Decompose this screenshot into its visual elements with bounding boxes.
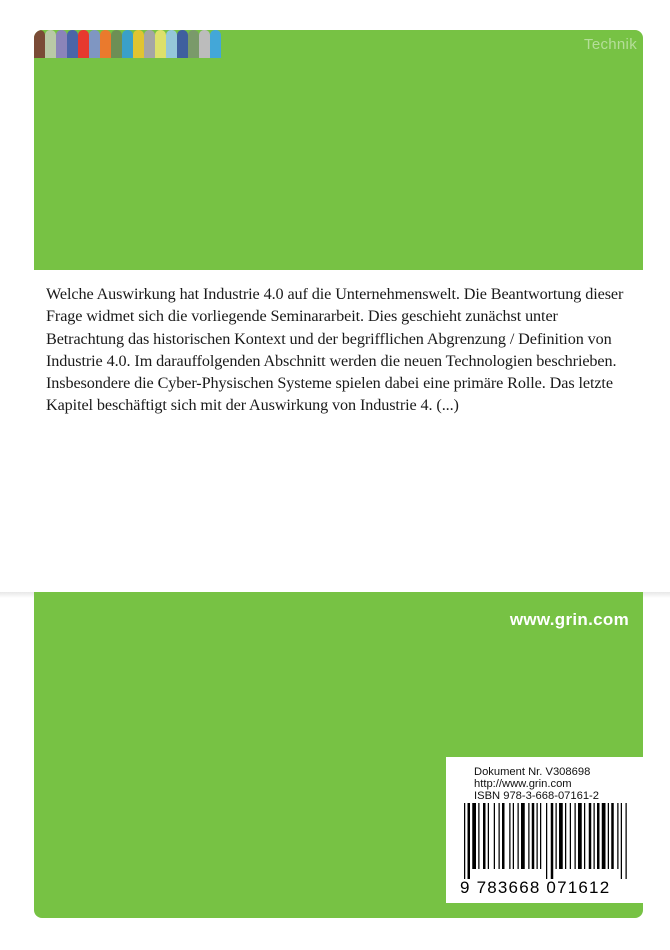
barcode-bar	[578, 803, 582, 869]
barcode-bar	[528, 803, 529, 869]
color-stripe	[111, 30, 122, 58]
barcode-bar	[551, 803, 554, 879]
barcode-bar	[499, 803, 500, 869]
barcode-bar	[621, 803, 622, 879]
barcode-bar	[589, 803, 592, 869]
barcode-bar	[559, 803, 563, 869]
barcode-bar	[464, 803, 465, 879]
barcode-bar	[521, 803, 525, 869]
barcode-bar	[556, 803, 557, 869]
color-stripe	[177, 30, 188, 58]
color-stripes	[34, 30, 221, 58]
barcode-bar	[584, 803, 585, 869]
color-stripe	[89, 30, 100, 58]
barcode-graphic	[458, 803, 634, 881]
barcode-bar	[565, 803, 566, 869]
barcode-bar	[468, 803, 471, 879]
publisher-website: www.grin.com	[509, 610, 629, 629]
category-label: Technik	[584, 36, 637, 53]
color-stripe	[210, 30, 221, 58]
barcode-bar	[494, 803, 495, 869]
barcode-bar	[518, 803, 519, 869]
barcode-bar	[509, 803, 510, 869]
barcode-bar	[537, 803, 538, 869]
color-stripe	[100, 30, 111, 58]
barcode-bar	[483, 803, 486, 869]
barcode-bar	[532, 803, 535, 869]
color-stripe	[133, 30, 144, 58]
barcode-bar	[488, 803, 489, 869]
document-number: Dokument Nr. V308698	[474, 766, 591, 778]
color-stripe	[45, 30, 56, 58]
barcode-bar	[472, 803, 476, 869]
barcode-bar	[546, 803, 547, 879]
barcode-bar	[602, 803, 606, 869]
barcode-bar	[502, 803, 505, 869]
color-stripe	[166, 30, 177, 58]
barcode-bar	[540, 803, 541, 869]
color-stripe	[144, 30, 155, 58]
barcode-bar	[608, 803, 609, 869]
barcode-bar	[611, 803, 614, 869]
blurb-text: Welche Auswirkung hat Industrie 4.0 auf die Unternehmenswelt. Die Beantwortung dieser Frage widmet sich die vorliegende Seminararbeit. Dies geschieht zunächst unter Betrachtung das historischen Kontext und der begrifflichen Abgrenzung / Definition von Industrie 4.0. Im darauffolgenden Abschnitt werden die neuen Technologien beschrieben. Insbesondere die Cyber-Physischen Systeme spielen dabei eine primäre Rolle. Das letzte Kapitel beschäftigt sich mit der Auswirkung von Industrie 4. (...)	[46, 285, 624, 415]
color-stripe	[188, 30, 199, 58]
color-stripe	[67, 30, 78, 58]
barcode-bar	[513, 803, 514, 869]
color-stripe	[122, 30, 133, 58]
barcode-bar	[617, 803, 618, 869]
barcode-bar	[594, 803, 595, 869]
color-stripe	[155, 30, 166, 58]
barcode-bar	[575, 803, 576, 869]
color-stripe	[56, 30, 67, 58]
barcode-bar	[570, 803, 571, 869]
barcode-box	[446, 757, 643, 903]
barcode-digits: 9 783668 071612	[460, 878, 611, 897]
isbn-text: ISBN 978-3-668-07161-2	[474, 790, 600, 802]
cover-top-panel	[34, 30, 643, 270]
barcode-bar	[597, 803, 600, 869]
barcode-bar	[478, 803, 479, 869]
color-stripe	[34, 30, 45, 58]
color-stripe	[78, 30, 89, 58]
barcode-bar	[626, 803, 627, 879]
blurb-area	[34, 270, 643, 592]
color-stripe	[199, 30, 210, 58]
publisher-url: http://www.grin.com	[474, 778, 572, 790]
